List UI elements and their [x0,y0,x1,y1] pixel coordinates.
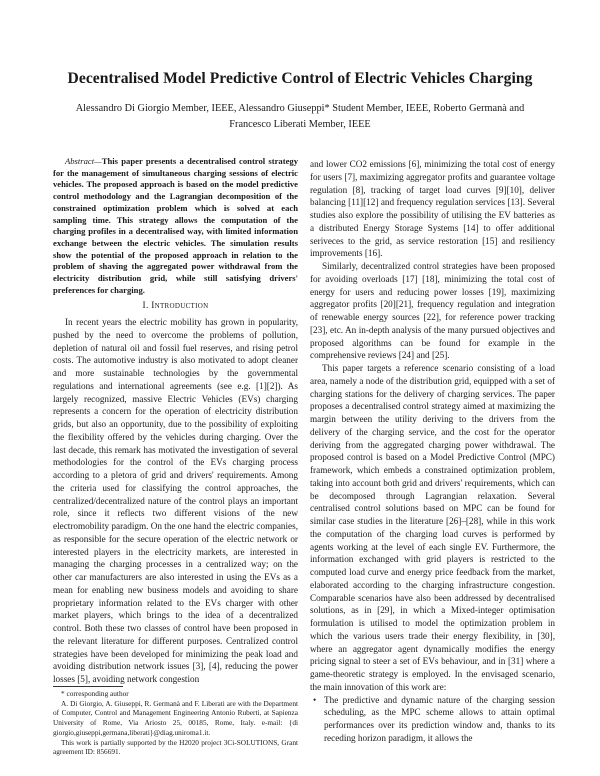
footnotes [53,686,298,757]
right-column [310,158,555,745]
section-heading-introduction [53,300,298,313]
innovation-list [310,694,555,745]
intro-paragraph-1: In recent years the electric mobility has grown in popularity, pushed by the need to overcome the problems of pollution, depletion of natural oil and fossil fuel reserves, and rising petrol costs. The automotive industry is also motivated to adopt cleaner and more sustainable technologies by the governmental regulations and international agreements (see e.g. [1][2]). As largely recognized, massive Electric Vehicles (EVs) charging represents a concern for the operation of electricity distribution grids, but also an opportunity, due to the possibility of exploiting the flexibility offered by the vehicles during charging. Over the last decade, this remark has motivated the investigation of several methodologies for the control of the EVs charging process according to a pletora of grid and drivers' requirements. Among the criteria used for classifying the control approaches, the centralized/decentralized nature of the control plays an important role, since it reflects two different visions of the new electromobility paradigm. On the one hand the electric companies, as responsible for the secure operation of the electric network or interested players in the electricity markets, are interested in managing the charging processes in a centralized way; on the other car manufacturers are also interested in using the EVs as a mean for enabling new business models and avoiding to share proprietary information related to the EVs charger with other market players, which brings to the idea of a decentralized control. Both these two classes of control have been proposed in the relevant literature for different purposes. Centralized control strategies have been developed for minimizing the peak load and avoiding distribution network issues [3], [4], reducing the power losses [5], avoiding network congestion [53,317,298,685]
right-paragraph-3: This paper targets a reference scenario consisting of a load area, namely a node of the distribution grid, equipped with a set of charging stations for the delivery of charging services. The paper proposes a decentralised control strategy aimed at maximizing the margin between the utility deriving to the drivers from the delivery of the charging service, and the cost for the operator deriving from the aggregated charging power withdrawal. The proposed control is based on a Model Predictive Control (MPC) framework, which embeds a constrained optimization problem, taking into account both grid and drivers' requirements, which can be decomposed through Lagrangian relaxation. Several centralised control solutions based on MPC can be found for similar case studies in the literature [26]–[28], while in this work the computation of the charging load curves is performed by agents working at the level of each single EV. Furthermore, the information exchanged with grid players is restricted to the computed load curve and energy price feedback from the market, elaborated according to the charging infrastructure congestion. Comparable scenarios have also been addressed by decentralised solutions, as in [29], in which a Mixed-integer optimisation formulation is utilised to model the optimization problem in which the various users trade their energy flexibility, in [30], where an aggregator agent dynamically modifies the energy pricing signal to steer a set of EVs behaviour, and in [31] where a game-theoretic strategy is employed. In the envisaged scenario, the main innovation of this work are: [310,363,555,692]
bullet-icon: • [313,694,317,705]
footnote-affiliation: A. Di Giorgio, A. Giuseppi, R. Germanà and F. Liberati are with the Department of Computer, Control and Management Engineering Antonio Ruberti, at Sapienza University of Rome, Via Ariosto 25, 00185, Rome, Italy. e-mail: {di giorgio,giuseppi,germana,liberati}@diag.uniroma1.it. [53,698,298,737]
left-column [53,156,298,686]
section-title: Introduction [151,301,209,312]
footnote-rule [53,686,123,687]
innovation-item [313,694,555,745]
footnote-corresponding-author: * corresponding author [61,689,129,698]
innovation-item-text: The predictive and dynamic nature of the charging session scheduling, as the MPC scheme allows to attain optimal performances over its prediction window and, thanks to its receding horizon paradigm, it allows the [324,694,555,743]
authors-line-2: Francesco Liberati Member, IEEE [229,119,371,130]
abstract-label: Abstract— [65,156,102,166]
author-list [40,101,560,133]
right-paragraph-1: and lower CO2 emissions [6], minimizing the total cost of energy for users [7], maximizing aggregator profits and guarantee voltage regulation [8], tracking of target load curves [9][10], deliver balancing [11][12] and frequency regulation services [13]. Several studies also explore the possibility of utilising the EV batteries as a distributed Energy Storage Systems [14] to offer additional seriveces to the grid, as service restoration [15] and resiliency improvements [16]. [310,159,555,259]
right-paragraph-2: Similarly, decentralized control strategies have been proposed for avoiding overloads [17] [18], minimizing the total cost of energy for users and reducing power losses [19], maximizing aggregator profits [20][21], frequency regulation and integration of renewable energy sources [22], for reference power tracking [23], etc. An in-depth analysis of the many pursued objectives and proposed algorithms can be found for example in the comprehensive reviews [24] and [25]. [310,261,555,361]
footnote-funding: This work is partially supported by the H2020 project 3Ci-SOLUTIONS, Grant agreement ID: 856691. [53,737,298,757]
abstract-text: This paper presents a decentralised control strategy for the management of simultaneous charging sessions of electric vehicles. The proposed approach is based on the model predictive control methodology and the Lagrangian decomposition of the constrained optimization problem which is solved at each sampling time. This strategy allows the computation of the charging profiles in a decentralised way, with limited information exchange between the electric vehicles. The simulation results show the potential of the proposed approach in relation to the problem of shaving the aggregated power withdrawal from the electricity distribution grid, while still satisfying drivers' preferences for charging. [53,156,298,295]
abstract [53,156,298,296]
paper-title: Decentralised Model Predictive Control of Electric Vehicles Charging [67,70,533,87]
authors-line-1: Alessandro Di Giorgio Member, IEEE, Alessandro Giuseppi* Student Member, IEEE, Roberto Germanà and [75,103,525,114]
section-number: I. [142,301,149,312]
